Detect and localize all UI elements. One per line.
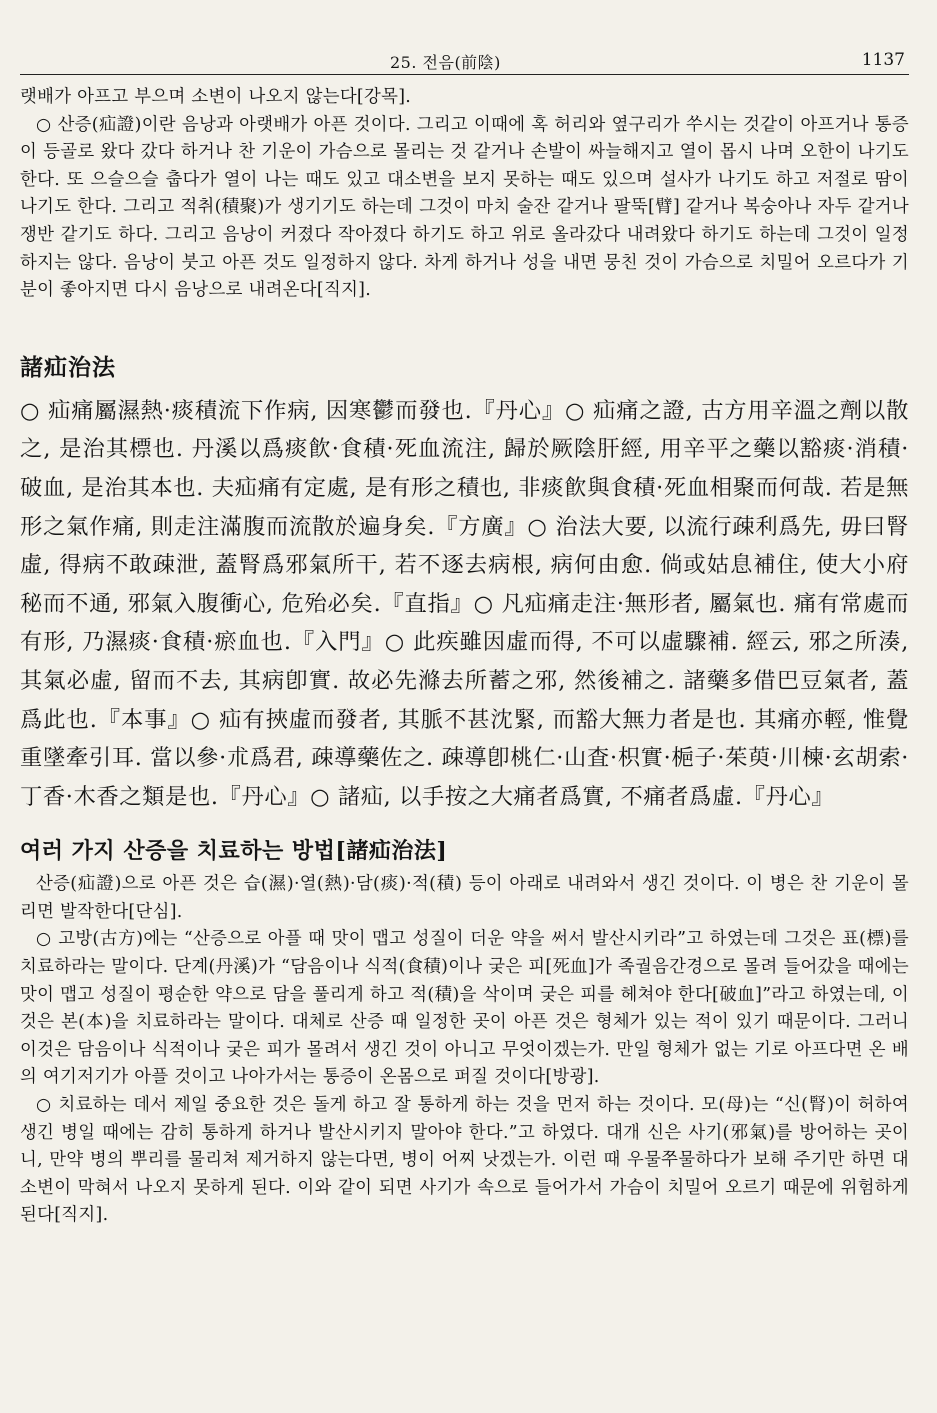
paragraph: ○ 치료하는 데서 제일 중요한 것은 돌게 하고 잘 통하게 하는 것을 먼저 하는 것이다. 모(母)는 “신(腎)이 허하여 생긴 병일 때에는 감히 통하게 하거나 발산시키지 말아야 한다.”고 하였다. 대개 신은 사기(邪氣)를 방어하는 곳이니, 만약 병의 뿌리를 물리쳐 제거하지 않는다면, 병이 어찌 낫겠는가. 이런 때 우물쭈물하다가 보해 주기만 하면 대소변이 막혀서 나오지 못하게 된다. 이와 같이 되면 사기가 속으로 들어가서 가슴이 치밀어 오르기 때문에 위험하게 된다[직지].	[20, 1095, 909, 1226]
section-heading-classical: 諸疝治法	[20, 353, 116, 381]
section-heading-korean	[20, 834, 909, 865]
paragraph: 랫배가 아프고 부으며 소변이 나오지 않는다[강목].	[20, 87, 412, 107]
classical-text: ○ 疝痛屬濕熱·痰積流下作病, 因寒鬱而發也.『丹心』○ 疝痛之證, 古方用辛溫之劑以散之, 是治其標也. 丹溪以爲痰飮·食積·死血流注, 歸於厥陰肝經, 用辛平之藥以豁痰·消積·破血, 是治其本也. 夫疝痛有定處, 是有形之積也, 非痰飮與食積·死血相聚而何哉. 若是無形之氣作痛, 則走注滿腹而流散於遍身矣.『方廣』○ 治法大要, 以流行疎利爲先, 毋曰腎虛, 得病不敢疎泄, 蓋腎爲邪氣所干, 若不逐去病根, 病何由愈. 倘或姑息補住, 使大小府秘而不通, 邪氣入腹衝心, 危殆必矣.『直指』○ 凡疝痛走注·無形者, 屬氣也. 痛有常處而有形, 乃濕痰·食積·瘀血也.『入門』○ 此疾雖因虛而得, 不可以虛驟補. 經云, 邪之所湊, 其氣必虛, 留而不去, 其病卽實. 故必先滌去所蓄之邪, 然後補之. 諸藥多借巴豆氣者, 蓋爲此也.『本事』○ 疝有挾虛而發者, 其脈不甚沈緊, 而豁大無力者是也. 其痛亦輕, 惟覺重墜牽引耳. 當以參·朮爲君, 疎導藥佐之. 疎導卽桃仁·山査·枳實·梔子·茱萸·川楝·玄胡索·丁香·木香之類是也.『丹心』○ 諸疝, 以手按之大痛者爲實, 不痛者爲虛.『丹心』	[20, 397, 909, 810]
section-heading-text: 여러 가지 산증을 치료하는 방법	[20, 838, 336, 865]
paragraph: ○ 고방(古方)에는 “산증으로 아플 때 맛이 맵고 성질이 더운 약을 써서 발산시키라”고 하였는데 그것은 표(標)를 치료하라는 말이다. 단계(丹溪)가 “담음이나 식적(食積)이나 궂은 피[死血]가 족궐음간경으로 몰려 들어갔을 때에는 맛이 맵고 성질이 평순한 약으로 담을 풀리게 하고 적(積)을 삭이며 궂은 피를 헤쳐야 한다[破血]”라고 하였는데, 이것은 본(本)을 치료하라는 말이다. 대체로 산증 때 일정한 곳이 아픈 것은 형체가 있는 적이 있기 때문이다. 그러니 이것은 담음이나 식적이나 궂은 피가 몰려서 생긴 것이 아니고 무엇이겠는가. 만일 형체가 없는 기로 아프다면 온 배의 여기저기가 아플 것이고 나아가서는 통증이 온몸으로 퍼질 것이다[방광].	[20, 929, 909, 1088]
page-body	[20, 84, 909, 1230]
paragraph: 산증(疝證)으로 아픈 것은 습(濕)·열(熱)·담(痰)·적(積) 등이 아래로 내려와서 생긴 것이다. 이 병은 찬 기운이 몰리면 발작한다[단심].	[20, 874, 909, 922]
chapter-title: 25. 전음(前陰)	[390, 53, 501, 72]
section-heading-hanja: [諸疝治法]	[335, 838, 448, 865]
page-number: 1137	[861, 50, 905, 70]
running-header	[20, 50, 909, 75]
paragraph: ○ 산증(疝證)이란 음낭과 아랫배가 아픈 것이다. 그리고 이때에 혹 허리와 옆구리가 쑤시는 것같이 아프거나 통증이 등골로 왔다 갔다 하거나 찬 기운이 가슴으로 몰리는 것 같거나 손발이 싸늘해지고 열이 몹시 나며 오한이 나기도 한다. 또 으슬으슬 춥다가 열이 나는 때도 있고 대소변을 보지 못하는 때도 있으며 설사가 나기도 하고 저절로 땀이 나기도 한다. 그리고 적취(積聚)가 생기기도 하는데 그것이 마치 술잔 같거나 팔뚝[臂] 같거나 복숭아나 자두 같거나 쟁반 같기도 하다. 그리고 음낭이 커졌다 작아졌다 하기도 하고 위로 올라갔다 내려왔다 하기도 하는데 그것이 일정하지는 않다. 음낭이 붓고 아픈 것도 일정하지 않다. 차게 하거나 성을 내면 뭉친 것이 가슴으로 치밀어 오르다가 기분이 좋아지면 다시 음낭으로 내려온다[직지].	[20, 114, 909, 301]
